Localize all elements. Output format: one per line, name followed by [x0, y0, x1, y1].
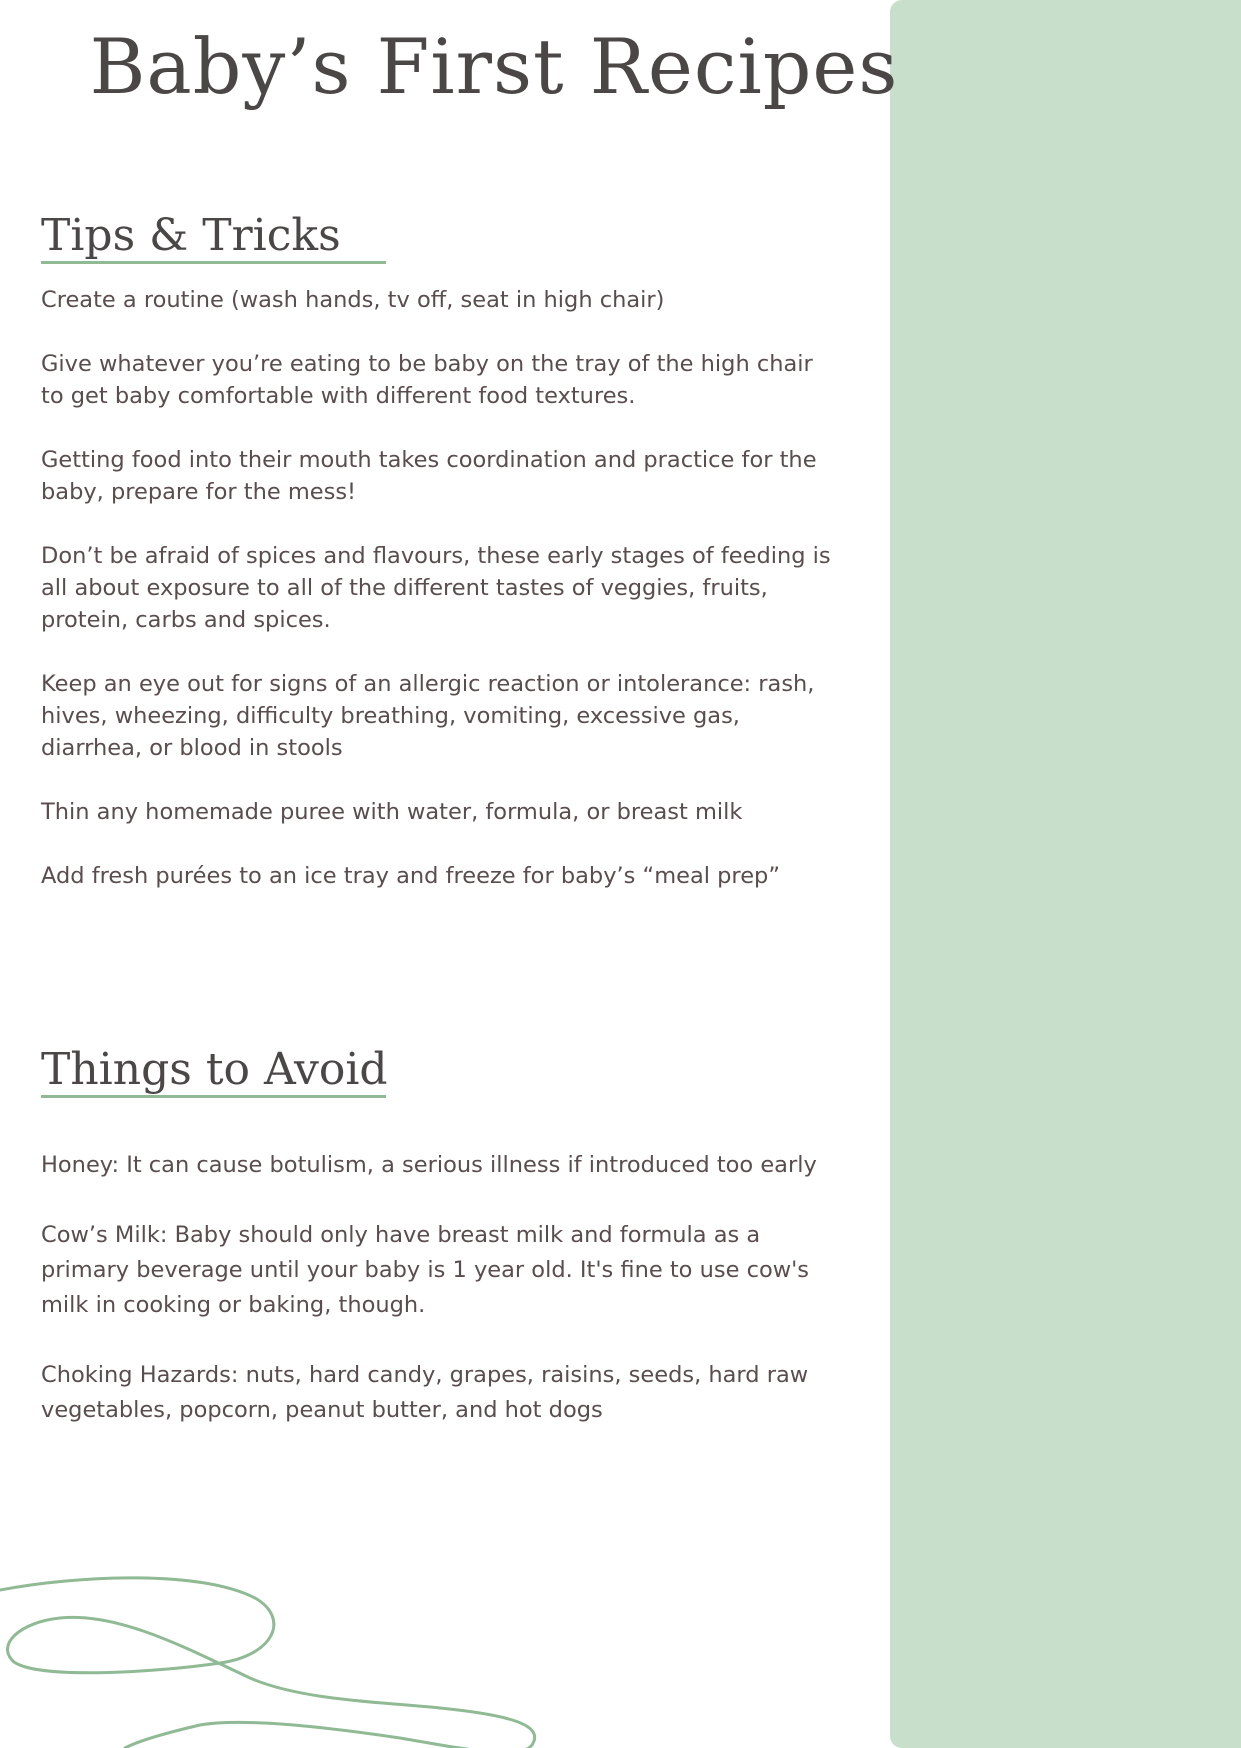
- avoid-heading: Things to Avoid: [41, 1044, 388, 1095]
- tip-item: Don’t be afraid of spices and flavours, these early stages of feeding is all about exposure to all of the different tastes of veggies, fruits, protein, carbs and spices.: [41, 543, 831, 634]
- decorative-swirl: [0, 1560, 560, 1748]
- avoid-item: Cow’s Milk: Baby should only have breast milk and formula as a primary beverage until your baby is 1 year old. It's fine to use cow's milk in cooking or baking, though.: [41, 1222, 810, 1319]
- tips-list: [41, 284, 841, 892]
- tip-item: Getting food into their mouth takes coordination and practice for the baby, prepare for the mess!: [41, 447, 817, 506]
- page-title: Baby’s First Recipes: [89, 22, 899, 111]
- tips-heading: Tips & Tricks: [41, 210, 341, 261]
- tip-item: Thin any homemade puree with water, formula, or breast milk: [41, 799, 743, 826]
- tip-item: Give whatever you’re eating to be baby on the tray of the high chair to get baby comfortable with different food textures.: [41, 351, 813, 410]
- tips-heading-underline: [41, 261, 386, 264]
- tip-item: Add fresh purées to an ice tray and freeze for baby’s “meal prep”: [41, 863, 780, 890]
- avoid-section: [41, 1046, 841, 1463]
- avoid-heading-underline: [41, 1095, 386, 1098]
- tip-item: Create a routine (wash hands, tv off, seat in high chair): [41, 287, 665, 314]
- green-sidebar-panel: [890, 0, 1241, 1748]
- avoid-list: [41, 1148, 841, 1428]
- tips-section: [41, 212, 841, 924]
- avoid-item: Honey: It can cause botulism, a serious illness if introduced too early: [41, 1152, 817, 1179]
- avoid-item: Choking Hazards: nuts, hard candy, grapes, raisins, seeds, hard raw vegetables, popcorn, peanut butter, and hot dogs: [41, 1362, 809, 1424]
- tip-item: Keep an eye out for signs of an allergic reaction or intolerance: rash, hives, wheezing, difficulty breathing, vomiting, excessive gas, diarrhea, or blood in stools: [41, 671, 815, 762]
